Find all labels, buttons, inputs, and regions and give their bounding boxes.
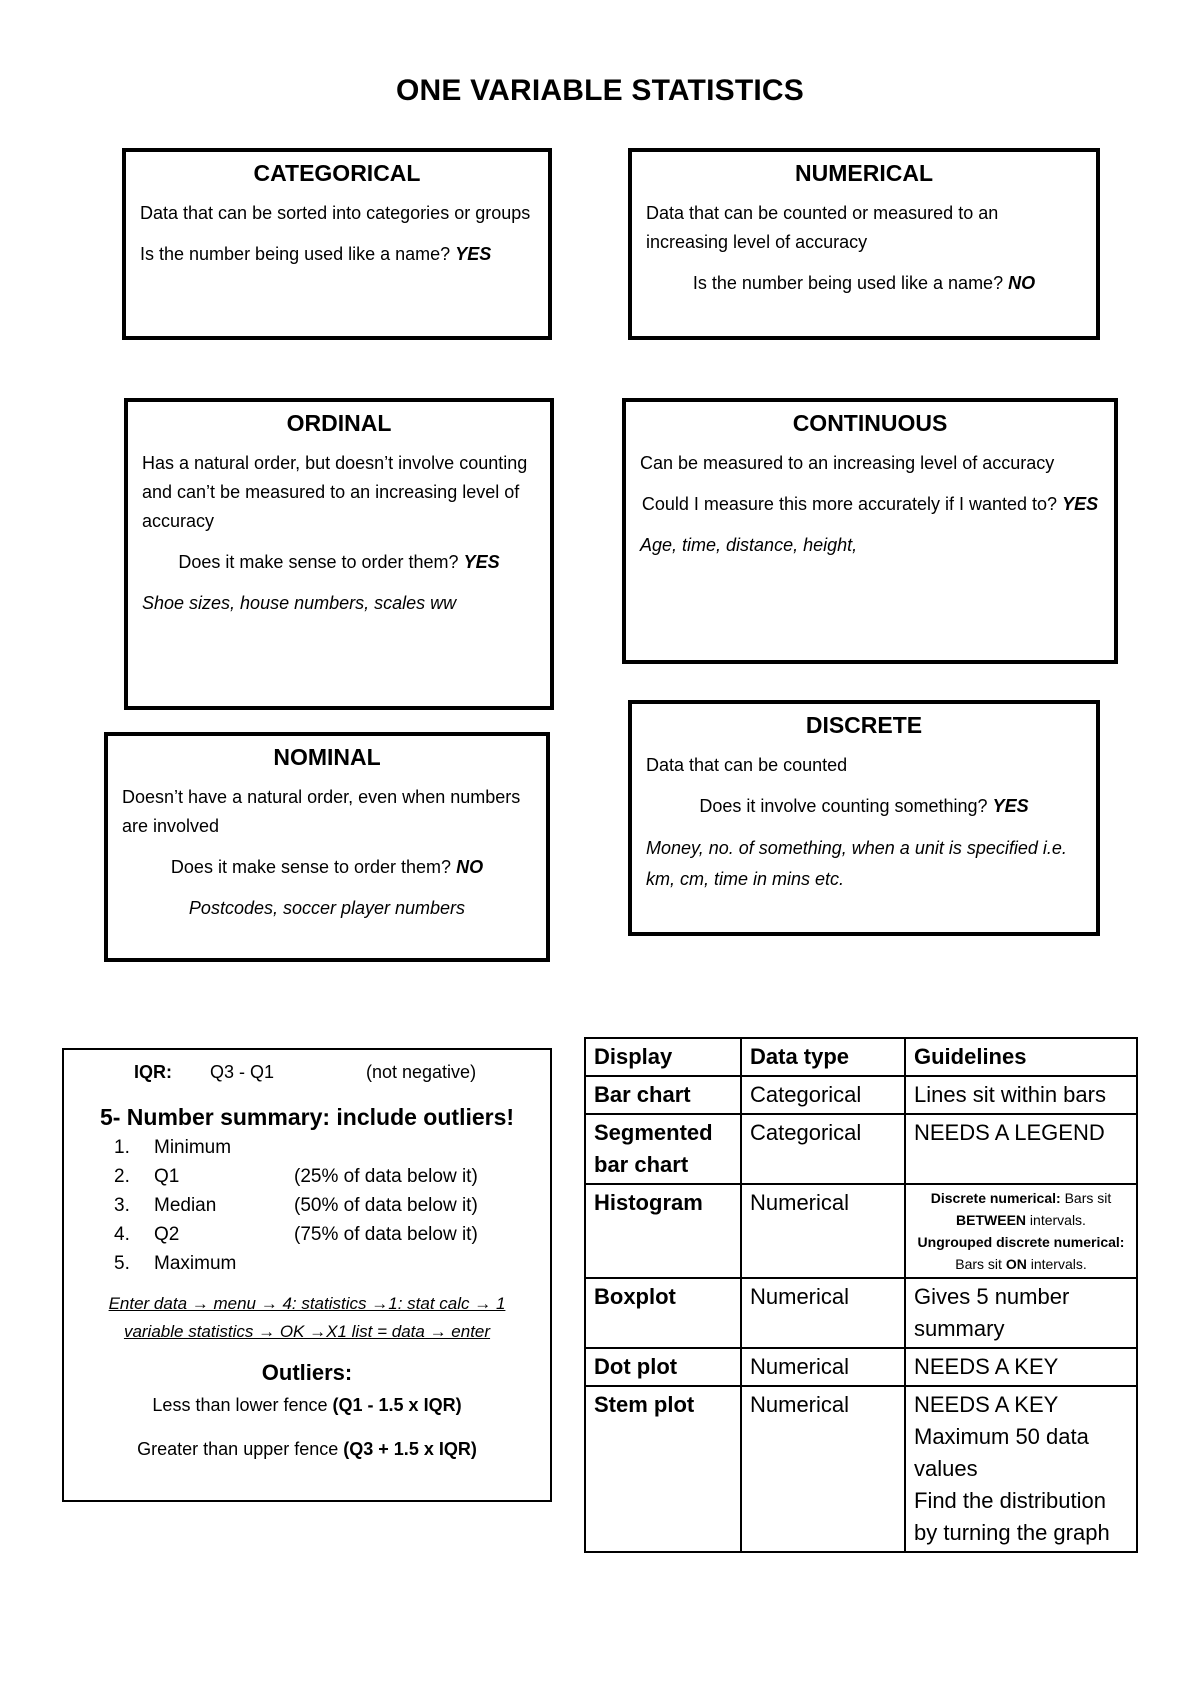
list-item-name: Q1 xyxy=(154,1166,180,1187)
guidelines-cell: Gives 5 number summary xyxy=(905,1278,1137,1348)
data-type-cell: Numerical xyxy=(741,1278,905,1348)
categorical-card xyxy=(122,148,552,340)
guideline-line: Maximum 50 data values xyxy=(914,1424,1089,1481)
list-item-number: 5. xyxy=(114,1253,130,1274)
nominal-answer: NO xyxy=(456,857,484,877)
guideline-line: Find the distribution by turning the graph xyxy=(914,1488,1110,1545)
guidelines-cell: Lines sit within bars xyxy=(905,1076,1137,1114)
categorical-definition: Data that can be sorted into categories or groups xyxy=(140,203,531,223)
lower-fence xyxy=(80,1390,534,1420)
discrete-definition: Data that can be counted xyxy=(646,755,848,775)
list-item xyxy=(80,1224,534,1253)
outliers-heading: Outliers: xyxy=(261,1360,353,1385)
nominal-examples: Postcodes, soccer player numbers xyxy=(188,898,466,918)
continuous-definition: Can be measured to an increasing level of accuracy xyxy=(640,453,1055,473)
nominal-question-text: Does it make sense to order them? xyxy=(170,857,452,877)
lower-fence-formula: (Q1 - 1.5 x IQR) xyxy=(332,1395,462,1415)
discrete-question xyxy=(646,792,1082,821)
categorical-question xyxy=(140,240,534,269)
upper-fence-formula: (Q3 + 1.5 x IQR) xyxy=(343,1439,477,1459)
ordinal-card xyxy=(124,398,554,710)
iqr-note: (not negative) xyxy=(366,1062,477,1082)
data-type-cell: Numerical xyxy=(741,1348,905,1386)
guideline-text: Bars sit xyxy=(955,1256,1006,1272)
iqr-label: IQR: xyxy=(134,1062,172,1082)
display-table xyxy=(584,1037,1138,1553)
table-row xyxy=(585,1278,1137,1348)
numerical-question-text: Is the number being used like a name? xyxy=(692,273,1004,293)
discrete-answer: YES xyxy=(992,796,1029,816)
list-item-number: 2. xyxy=(114,1166,130,1187)
five-number-summary-box xyxy=(62,1048,552,1502)
discrete-examples: Money, no. of something, when a unit is specified i.e. km, cm, time in mins etc. xyxy=(646,838,1067,889)
guideline-text: intervals. xyxy=(1026,1256,1087,1272)
numerical-definition: Data that can be counted or measured to an increasing level of accuracy xyxy=(646,203,999,252)
continuous-examples: Age, time, distance, height, xyxy=(640,535,858,555)
display-cell: Dot plot xyxy=(585,1348,741,1386)
list-item xyxy=(80,1195,534,1224)
display-cell: Segmented bar chart xyxy=(585,1114,741,1184)
list-item-name: Minimum xyxy=(154,1137,232,1158)
continuous-title: CONTINUOUS xyxy=(792,410,948,436)
continuous-question xyxy=(640,490,1100,519)
numerical-title: NUMERICAL xyxy=(795,160,933,186)
table-row xyxy=(585,1076,1137,1114)
lower-fence-text: Less than lower fence xyxy=(152,1395,333,1415)
list-item xyxy=(80,1253,534,1282)
ordinal-title: ORDINAL xyxy=(286,410,392,436)
data-type-cell: Numerical xyxy=(741,1184,905,1278)
list-item xyxy=(80,1137,534,1166)
list-item-note: (25% of data below it) xyxy=(294,1166,478,1187)
categorical-question-text: Is the number being used like a name? xyxy=(140,244,451,264)
guideline-bold: Discrete numerical: xyxy=(930,1190,1061,1206)
guideline-text: Bars sit xyxy=(1060,1190,1112,1206)
list-item-name: Median xyxy=(154,1195,217,1216)
guideline-bold: BETWEEN xyxy=(956,1212,1027,1228)
discrete-card xyxy=(628,700,1100,936)
nominal-title: NOMINAL xyxy=(273,744,381,770)
upper-fence xyxy=(80,1434,534,1464)
numerical-card xyxy=(628,148,1100,340)
display-cell: Stem plot xyxy=(585,1386,741,1552)
iqr-formula: Q3 - Q1 xyxy=(210,1062,275,1082)
upper-fence-text: Greater than upper fence xyxy=(137,1439,344,1459)
data-type-cell: Categorical xyxy=(741,1076,905,1114)
guideline-bold: ON xyxy=(1005,1256,1027,1272)
display-cell: Boxplot xyxy=(585,1278,741,1348)
guideline-line: NEEDS A KEY xyxy=(914,1392,1059,1417)
table-row xyxy=(585,1348,1137,1386)
list-item-number: 4. xyxy=(114,1224,130,1245)
iqr-row xyxy=(80,1062,534,1088)
table-row xyxy=(585,1386,1137,1552)
continuous-answer: YES xyxy=(1062,494,1099,514)
nominal-question xyxy=(122,853,532,882)
guideline-text: intervals. xyxy=(1026,1212,1086,1228)
guidelines-cell: NEEDS A LEGEND xyxy=(905,1114,1137,1184)
display-cell: Bar chart xyxy=(585,1076,741,1114)
nominal-definition: Doesn’t have a natural order, even when numbers are involved xyxy=(122,787,521,836)
discrete-question-text: Does it involve counting something? xyxy=(699,796,988,816)
column-header: Guidelines xyxy=(905,1038,1137,1076)
guideline-bold: Ungrouped discrete numerical: xyxy=(917,1234,1125,1250)
list-item-note: (50% of data below it) xyxy=(294,1195,478,1216)
guidelines-cell: NEEDS A KEY xyxy=(905,1348,1137,1386)
guidelines-cell xyxy=(905,1184,1137,1278)
list-item xyxy=(80,1166,534,1195)
ordinal-examples: Shoe sizes, house numbers, scales ww xyxy=(142,593,457,613)
list-item-number: 3. xyxy=(114,1195,130,1216)
nominal-card xyxy=(104,732,550,962)
five-number-list xyxy=(80,1137,534,1282)
list-item-note: (75% of data below it) xyxy=(294,1224,478,1245)
ordinal-question-text: Does it make sense to order them? xyxy=(178,552,459,572)
list-item-number: 1. xyxy=(114,1137,130,1158)
table-row xyxy=(585,1184,1137,1278)
ordinal-question xyxy=(142,548,536,577)
ordinal-definition: Has a natural order, but doesn’t involve counting and can’t be measured to an increasing level of accuracy xyxy=(142,453,528,531)
numerical-answer: NO xyxy=(1008,273,1036,293)
continuous-question-text: Could I measure this more accurately if I wanted to? xyxy=(641,494,1058,514)
data-type-cell: Categorical xyxy=(741,1114,905,1184)
guidelines-cell xyxy=(905,1386,1137,1552)
list-item-name: Maximum xyxy=(154,1253,237,1274)
table-header-row xyxy=(585,1038,1137,1076)
calculator-steps-line2: variable statistics → OK →X1 list = data → enter xyxy=(123,1322,491,1341)
display-cell: Histogram xyxy=(585,1184,741,1278)
table-row xyxy=(585,1114,1137,1184)
continuous-card xyxy=(622,398,1118,664)
discrete-title: DISCRETE xyxy=(805,712,923,738)
column-header: Display xyxy=(585,1038,741,1076)
five-number-summary-heading: 5- Number summary: include outliers! xyxy=(99,1104,515,1130)
categorical-answer: YES xyxy=(455,244,492,264)
ordinal-answer: YES xyxy=(463,552,500,572)
data-type-cell: Numerical xyxy=(741,1386,905,1552)
list-item-name: Q2 xyxy=(154,1224,180,1245)
calculator-steps xyxy=(80,1290,534,1346)
page-title: ONE VARIABLE STATISTICS xyxy=(396,74,804,107)
column-header: Data type xyxy=(741,1038,905,1076)
calculator-steps-line1: Enter data → menu → 4: statistics →1: stat calc → 1 xyxy=(108,1294,506,1313)
categorical-title: CATEGORICAL xyxy=(253,160,421,186)
numerical-question xyxy=(646,269,1082,298)
